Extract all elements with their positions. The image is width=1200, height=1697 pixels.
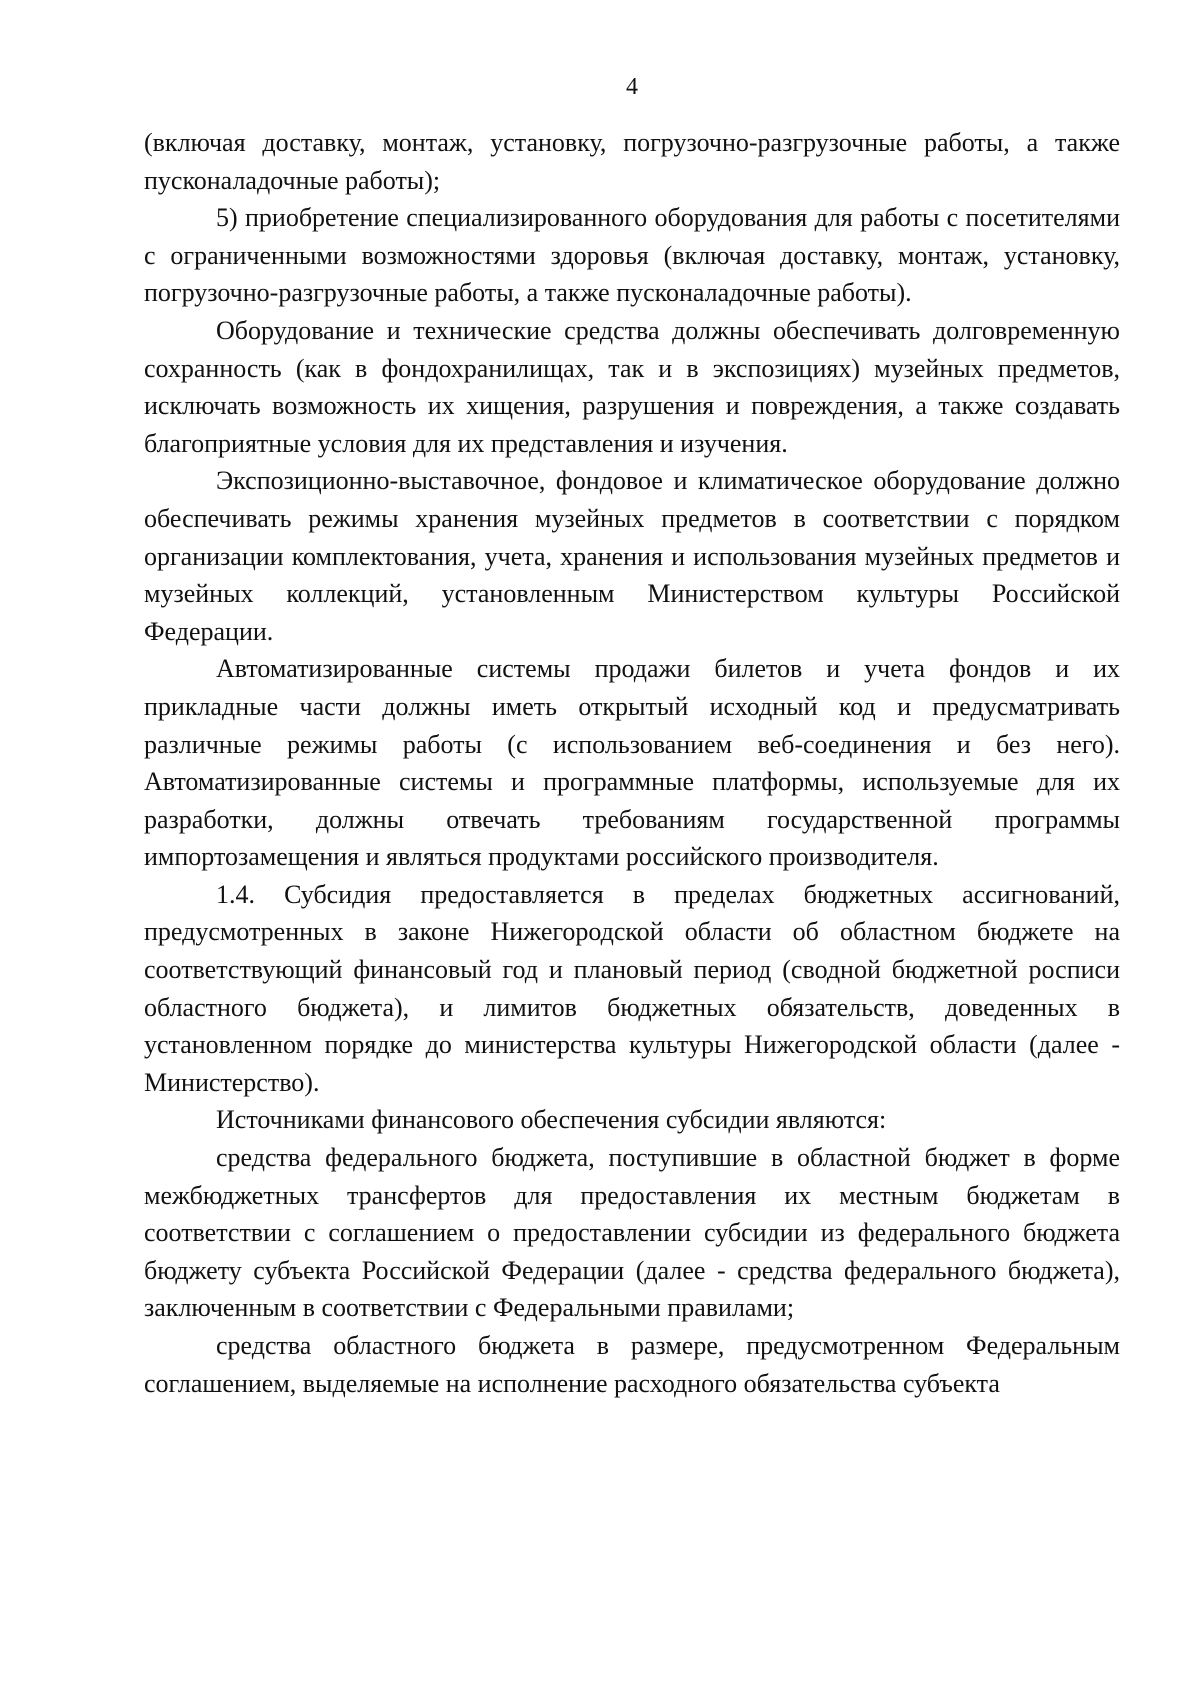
paragraph-funding-sources-intro: Источниками финансового обеспечения субсидии являются: — [216, 1105, 887, 1135]
document-page — [144, 72, 1120, 1402]
paragraph-continuation: (включая доставку, монтаж, установку, погрузочно-разгрузочные работы, а также пусконаладочные работы); — [144, 128, 1120, 195]
paragraph-item-5: 5) приобретение специализированного оборудования для работы с посетителями с ограниченными возможностями здоровья (включая доставку, монтаж, установку, погрузочно-разгрузочные работы, а также пусконаладочные работы). — [144, 203, 1120, 308]
paragraph-exhibition-equipment: Экспозиционно-выставочное, фондовое и климатическое оборудование должно обеспечивать режимы хранения музейных предметов в соответствии с порядком организации комплектования, учета, хранения и использования музейных предметов и музейных коллекций, установленным Министерством культуры Российской Федерации. — [144, 466, 1120, 646]
paragraph-automated-systems: Автоматизированные системы продажи билетов и учета фондов и их прикладные части должны иметь открытый исходный код и предусматривать различные режимы работы (с использованием веб-соединения и без него). Автоматизированные системы и программные платформы, используемые для их разработки, должны отвечать требованиям государственной программы импортозамещения и являться продуктами российского производителя. — [144, 654, 1120, 872]
paragraph-equipment-requirements: Оборудование и технические средства должны обеспечивать долговременную сохранность (как в фондохранилищах, так и в экспозициях) музейных предметов, исключать возможность их хищения, разрушения и повреждения, а также создавать благоприятные условия для их представления и изучения. — [144, 315, 1120, 458]
paragraph-section-1-4: 1.4. Субсидия предоставляется в пределах бюджетных ассигнований, предусмотренных в законе Нижегородской области об областном бюджете на соответствующий финансовый год и плановый период (сводной бюджетной росписи областного бюджета), и лимитов бюджетных обязательств, доведенных в установленном порядке до министерства культуры Нижегородской области (далее - Министерство). — [144, 879, 1120, 1097]
paragraph-regional-budget-funds: средства областного бюджета в размере, предусмотренном Федеральным соглашением, выделяемые на исполнение расходного обязательства субъекта — [144, 1331, 1120, 1398]
page-number: 4 — [626, 74, 638, 100]
paragraph-federal-budget-funds: средства федерального бюджета, поступившие в областной бюджет в форме межбюджетных трансфертов для предоставления их местным бюджетам в соответствии с соглашением о предоставлении субсидии из федерального бюджета бюджету субъекта Российской Федерации (далее - средства федерального бюджета), заключенным в соответствии с Федеральными правилами; — [144, 1143, 1120, 1323]
